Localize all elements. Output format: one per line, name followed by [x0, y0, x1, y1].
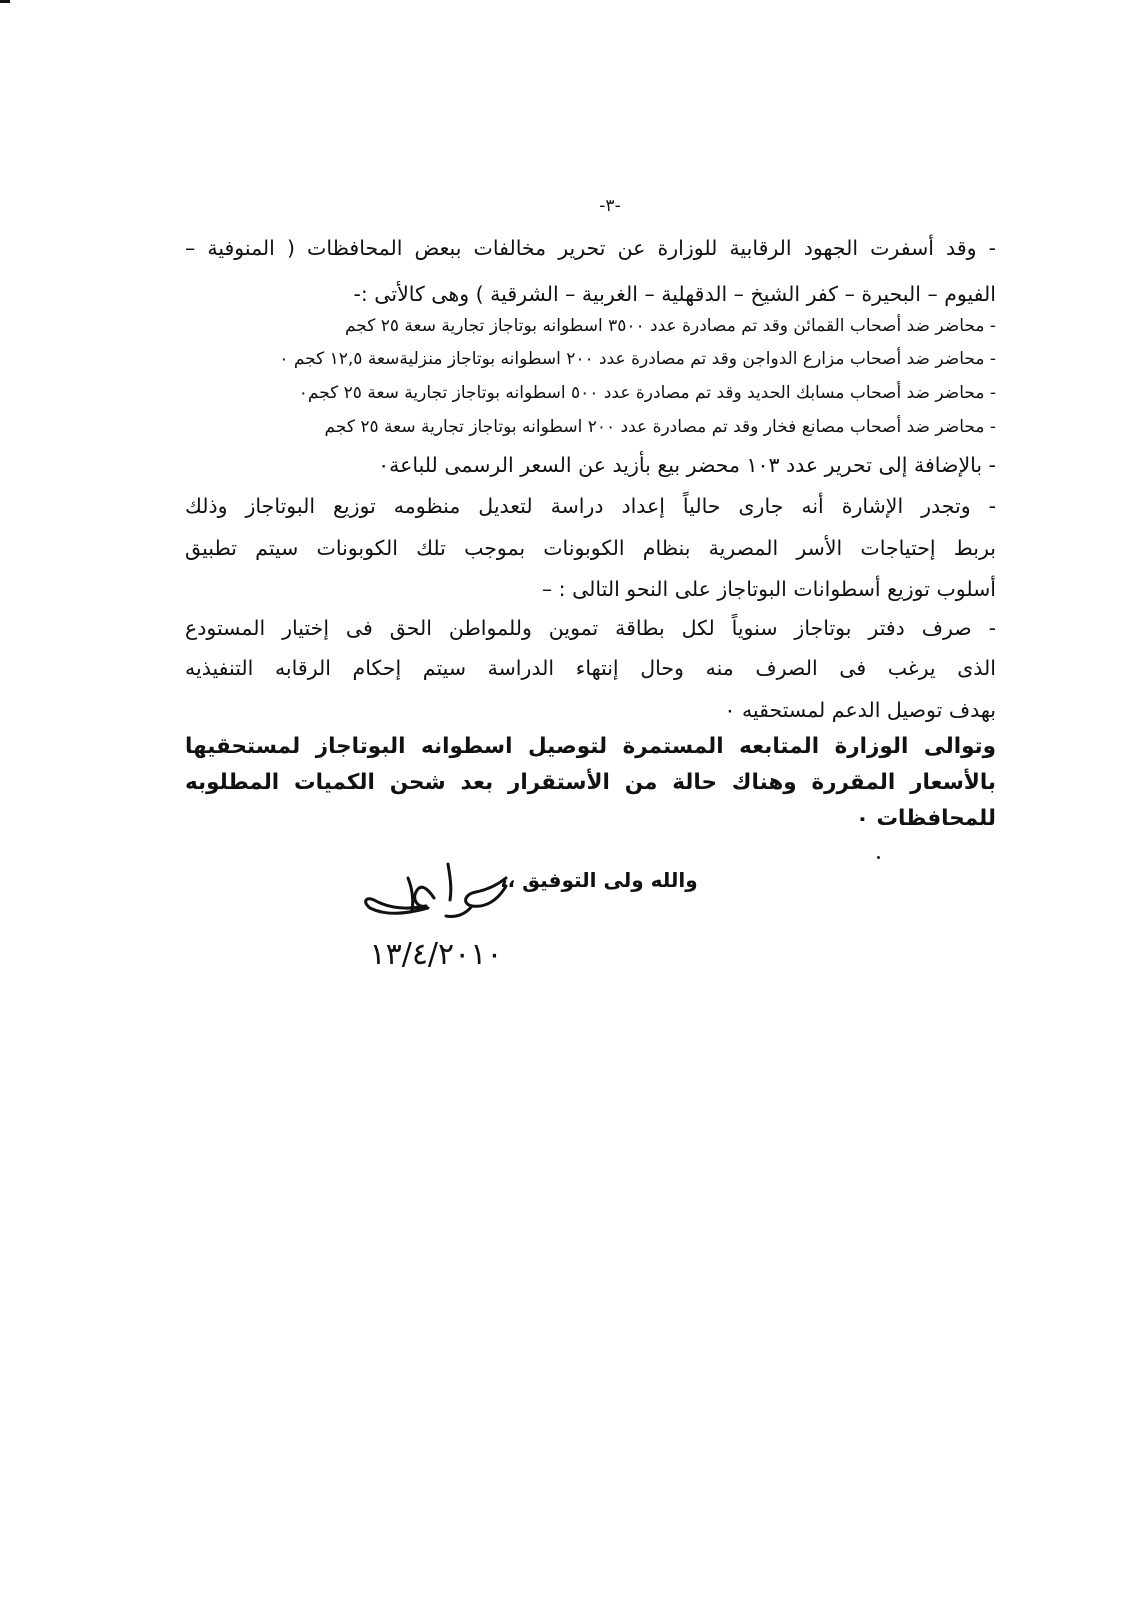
- closing-phrase: والله ولى التوفيق ،،: [500, 868, 698, 892]
- list-item-pottery-factories: - محاضر ضد أصحاب مصانع فخار وقد تم مصادرة عدد ٢٠٠ اسطوانه بوتاجاز تجارية سعة ٢٥ كجم: [324, 417, 996, 437]
- bold-paragraph-line-1: وتوالى الوزارة المتابعه المستمرة لتوصيل اسطوانه البوتاجاز لمستحقيها: [185, 734, 996, 759]
- paragraph-price-violations: - بالإضافة إلى تحرير عدد ١٠٣ محضر بيع بأزيد عن السعر الرسمى للباعة٠: [378, 453, 996, 477]
- list-item-iron-foundries: - محاضر ضد أصحاب مسابك الحديد وقد تم مصادرة عدد ٥٠٠ اسطوانه بوتاجاز تجارية سعة ٢٥ كجم٠: [298, 383, 996, 403]
- scan-dot: [877, 856, 880, 859]
- page-number: -٣-: [599, 196, 621, 216]
- paragraph-coupon-line-3: بهدف توصيل الدعم لمستحقيه ٠: [724, 698, 996, 722]
- paragraph-study-line-3: أسلوب توزيع أسطوانات البوتاجاز على النحو التالى : –: [541, 577, 996, 601]
- paragraph-coupon-line-2: الذى يرغب فى الصرف منه وحال إنتهاء الدراسة سيتم إحكام الرقابه التنفيذيه: [185, 656, 996, 680]
- list-item-poultry-farms: - محاضر ضد أصحاب مزارع الدواجن وقد تم مصادرة عدد ٢٠٠ اسطوانه بوتاجاز منزليةسعة ١٢,٥ كجم ٠: [279, 349, 996, 369]
- bold-paragraph-line-3: للمحافظات ٠: [855, 806, 996, 831]
- bold-paragraph-line-2: بالأسعار المقررة وهناك حالة من الأستقرار بعد شحن الكميات المطلوبه: [185, 770, 996, 795]
- paragraph-study-line-2: بربط إحتياجات الأسر المصرية بنظام الكوبونات بموجب تلك الكوبونات سيتم تطبيق: [185, 536, 996, 560]
- paragraph-violations-line-1: - وقد أسفرت الجهود الرقابية للوزارة عن تحرير مخالفات ببعض المحافظات ( المنوفية –: [185, 236, 996, 260]
- paragraph-study-line-1: - وتجدر الإشارة أنه جارى حالياً إعداد دراسة لتعديل منظومه توزيع البوتاجاز وذلك: [185, 494, 996, 518]
- handwritten-signature: [336, 856, 536, 976]
- signature-date: ١٣/٤/٢٠١٠: [369, 937, 503, 972]
- list-item-kilns: - محاضر ضد أصحاب القمائن وقد تم مصادرة عدد ٣٥٠٠ اسطوانه بوتاجاز تجارية سعة ٢٥ كجم: [344, 316, 996, 336]
- paragraph-violations-line-2: الفيوم – البحيرة – كفر الشيخ – الدقهلية – الغربية – الشرقية ) وهى كالأتى :-: [353, 282, 996, 306]
- scan-corner-mark: [0, 0, 10, 3]
- paragraph-coupon-line-1: - صرف دفتر بوتاجاز سنوياً لكل بطاقة تموين وللمواطن الحق فى إختيار المستودع: [185, 616, 996, 640]
